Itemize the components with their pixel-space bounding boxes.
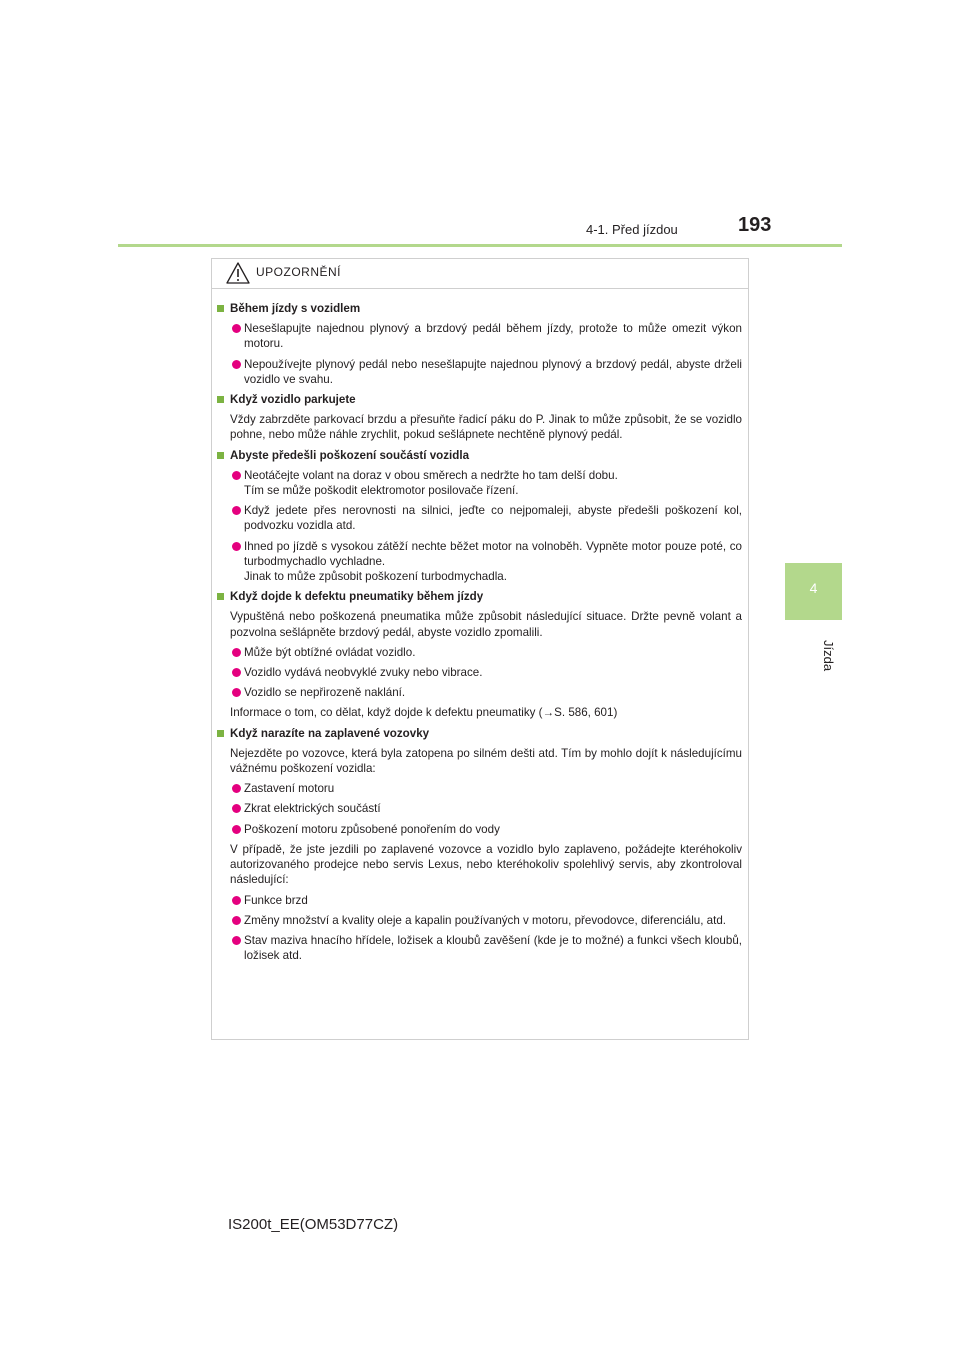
list-item-text: Ihned po jízdě s vysokou zátěží nechte běžet motor na volnoběh. Vypněte motor pouze poté, co turbodmychadlo vychladne. — [244, 539, 742, 568]
list-item — [217, 468, 742, 498]
bullet-dot-icon — [232, 648, 241, 657]
chapter-tab — [785, 563, 842, 620]
list-item — [217, 665, 742, 680]
list-item-text: Tím se může poškodit elektromotor posilovače řízení. — [244, 484, 519, 498]
list-item-text: Neotáčejte volant na doraz v obou směrech a nedržte ho tam delší dobu. — [244, 468, 618, 482]
list-item — [217, 539, 742, 585]
paragraph: Vždy zabrzděte parkovací brzdu a přesuňte řadicí páku do P. Jinak to může způsobit, že se vozidlo pohne, nebo může náhle zrychlit, pokud sešlápnete nechtěně plynový pedál. — [230, 413, 742, 442]
list-item-text: Funkce brzd — [244, 893, 308, 907]
list-item-text: Nepoužívejte plynový pedál nebo nesešlapujte najednou plynový a brzdový pedál, abyste drželi vozidlo ve svahu. — [244, 357, 742, 386]
warning-body — [212, 289, 748, 963]
bullet-dot-icon — [232, 936, 241, 945]
document-code: IS200t_EE(OM53D77CZ) — [228, 1216, 399, 1233]
header-rule — [118, 244, 842, 247]
list-item — [217, 933, 742, 963]
bullet-dot-icon — [232, 804, 241, 813]
list-item-text: Změny množství a kvality oleje a kapalin používaných v motoru, převodovce, diferenciálu, atd. — [244, 913, 727, 927]
list-item — [217, 893, 742, 908]
list-item — [217, 321, 742, 351]
heading-tire-defect: Když dojde k defektu pneumatiky během jízdy — [217, 589, 742, 604]
bullet-dot-icon — [232, 506, 241, 515]
bullet-dot-icon — [232, 668, 241, 677]
bullet-dot-icon — [232, 324, 241, 333]
list-item — [217, 357, 742, 387]
list-item-text: Vozidlo se nepřirozeně naklání. — [244, 686, 406, 700]
section-title: 4-1. Před jízdou — [586, 222, 678, 237]
warning-header — [212, 259, 748, 289]
list-item — [217, 503, 742, 533]
paragraph: Informace o tom, co dělat, když dojde k defektu pneumatiky (→S. 586, 601) — [230, 706, 618, 720]
bullet-dot-icon — [232, 360, 241, 369]
list-item — [217, 685, 742, 700]
list-item-text: Když jedete přes nerovnosti na silnici, jeďte co nejpomaleji, abyste předešli poškození kol, podvozku vozidla atd. — [244, 504, 742, 533]
list-item-text: Vozidlo vydává neobvyklé zvuky nebo vibrace. — [244, 666, 483, 680]
list-item — [217, 913, 742, 928]
paragraph: Vypuštěná nebo poškozená pneumatika může způsobit následující situace. Držte pevně volant a pozvolna sešlápněte brzdový pedál, abyste vozidlo zpomalili. — [230, 610, 742, 639]
list-item-text: Může být obtížné ovládat vozidlo. — [244, 645, 416, 659]
page-number: 193 — [738, 214, 772, 236]
warning-box — [211, 258, 749, 1040]
paragraph: Nejezděte po vozovce, která byla zatopena po silném dešti atd. Tím by mohlo dojít k následujícímu vážnému poškození vozidla: — [230, 746, 742, 776]
list-item-text: Stav maziva hnacího hřídele, ložisek a kloubů zavěšení (kde je to možné) a funkci všech kloubů, ložisek atd. — [244, 933, 742, 963]
list-item-text: Zastavení motoru — [244, 782, 335, 796]
bullet-dot-icon — [232, 916, 241, 925]
list-item — [217, 645, 742, 660]
bullet-dot-icon — [232, 896, 241, 905]
heading-damage: Abyste předešli poškození součástí vozidla — [217, 448, 742, 463]
bullet-dot-icon — [232, 784, 241, 793]
warning-title: UPOZORNĚNÍ — [256, 265, 342, 279]
list-item-text: Zkrat elektrických součástí — [244, 802, 381, 816]
chapter-label: Jízda — [821, 640, 836, 672]
list-item — [217, 781, 742, 796]
heading-parking: Když vozidlo parkujete — [217, 392, 742, 407]
list-item — [217, 801, 742, 816]
list-item-text: Jinak to může způsobit poškození turbodmychadla. — [244, 570, 507, 584]
list-item-text: Nesešlapujte najednou plynový a brzdový pedál během jízdy, protože to může omezit výkon motoru. — [244, 322, 742, 351]
bullet-dot-icon — [232, 542, 241, 551]
paragraph: V případě, že jste jezdili po zaplavené vozovce a vozidlo bylo zaplaveno, požádejte kteréhokoliv autorizovaného prodejce nebo servis Lexus, nebo kteréhokoliv spolehlivý servis, aby zkontroloval následující: — [230, 842, 742, 887]
chapter-number: 4 — [809, 580, 818, 596]
heading-driving: Během jízdy s vozidlem — [217, 301, 742, 316]
list-item — [217, 822, 742, 837]
bullet-dot-icon — [232, 688, 241, 697]
bullet-dot-icon — [232, 471, 241, 480]
heading-flooded-roads: Když narazíte na zaplavené vozovky — [217, 726, 742, 741]
warning-triangle-icon — [226, 262, 250, 284]
bullet-dot-icon — [232, 825, 241, 834]
list-item-text: Poškození motoru způsobené ponořením do vody — [244, 822, 500, 836]
